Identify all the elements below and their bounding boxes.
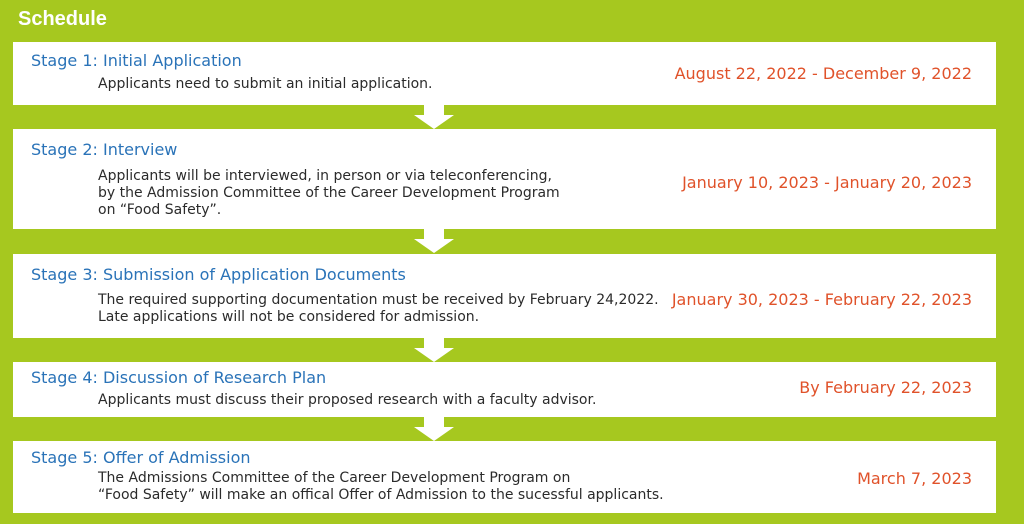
stage-4-description [98,392,596,409]
stage-2-desc-line: by the Admission Committee of the Career Development Program [98,185,560,201]
stage-5-desc-line: The Admissions Committee of the Career Development Program on [98,470,571,486]
stage-1-date: August 22, 2022 - December 9, 2022 [674,64,972,83]
stage-5-box [13,441,996,513]
stage-2-desc-line: on “Food Safety”. [98,202,222,218]
stage-3-title: Stage 3: Submission of Application Documents [31,265,406,284]
down-arrow-icon [414,417,454,441]
down-arrow-icon [414,338,454,362]
stage-5-title: Stage 5: Offer of Admission [31,448,251,467]
down-arrow-icon [414,229,454,253]
stage-1-box [13,42,996,105]
stage-5-description [98,470,664,504]
stage-2-description [98,168,560,219]
stage-4-box [13,362,996,417]
stage-5-date: March 7, 2023 [857,469,972,488]
down-arrow-icon [414,105,454,129]
stage-2-desc-line: Applicants will be interviewed, in person or via teleconferencing, [98,168,552,184]
stage-2-title: Stage 2: Interview [31,140,178,159]
stage-3-desc-line: The required supporting documentation must be received by February 24,2022. [98,292,659,308]
page-title: Schedule [18,8,107,30]
stage-2-box [13,129,996,229]
stage-2-date: January 10, 2023 - January 20, 2023 [682,173,972,192]
stage-5-desc-line: “Food Safety” will make an offical Offer of Admission to the sucessful applicants. [98,487,664,503]
stage-3-description [98,292,659,326]
stage-3-date: January 30, 2023 - February 22, 2023 [671,290,972,309]
stage-4-date: By February 22, 2023 [799,378,972,397]
stage-4-desc-line: Applicants must discuss their proposed research with a faculty advisor. [98,392,597,408]
stage-3-box [13,254,996,338]
stage-3-desc-line: Late applications will not be considered for admission. [98,309,480,325]
stage-1-description [98,76,433,93]
stage-4-title: Stage 4: Discussion of Research Plan [31,368,327,387]
stage-1-title: Stage 1: Initial Application [31,51,242,70]
stage-1-desc-line: Applicants need to submit an initial application. [98,76,433,92]
